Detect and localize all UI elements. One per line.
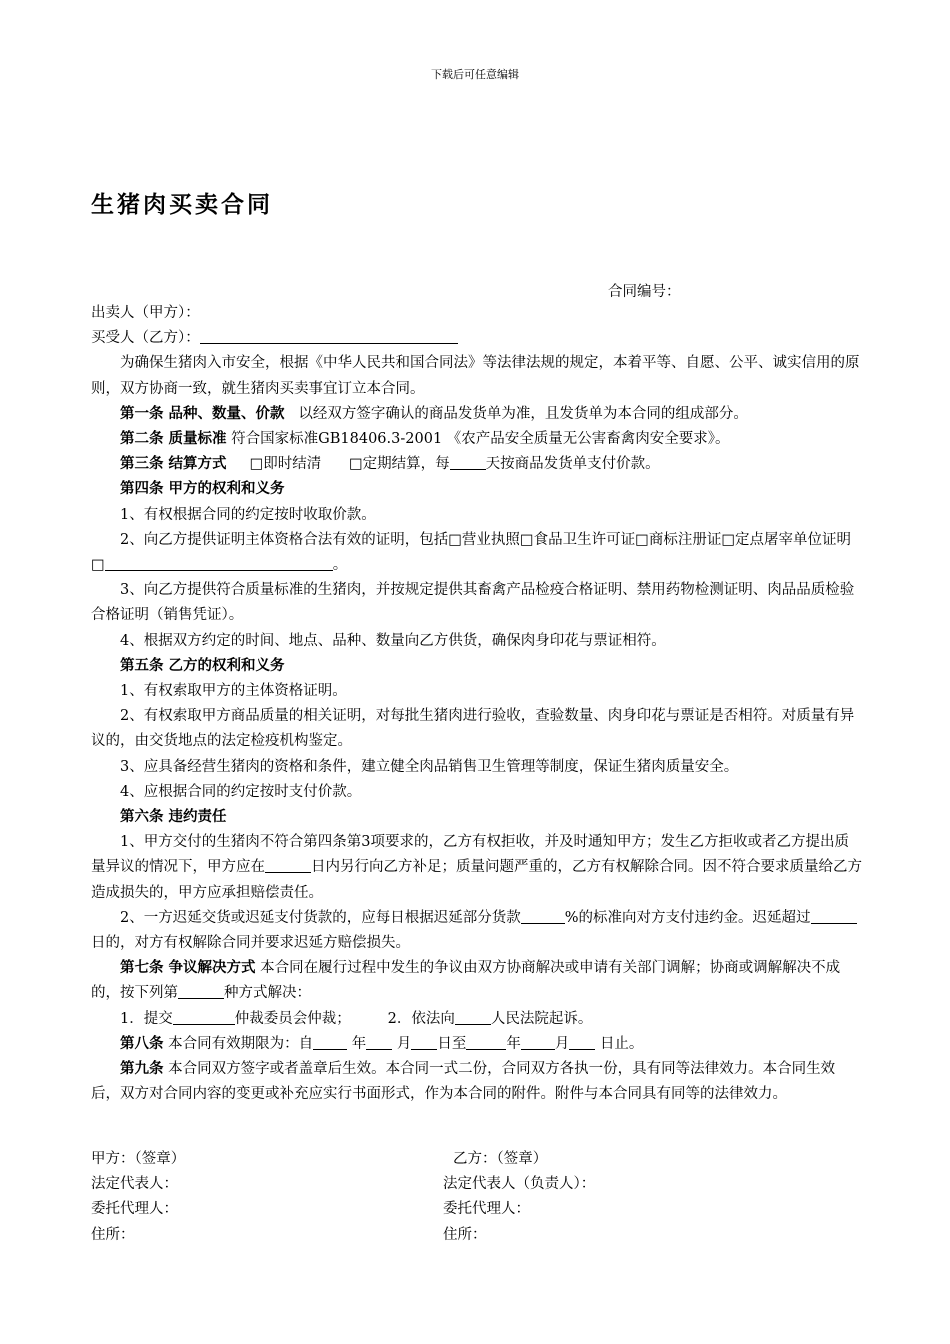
article-6-item-1 [91, 830, 863, 906]
article-7-text-b: 种方式解决： [224, 985, 311, 1002]
signature-row-party [91, 1147, 863, 1172]
contract-body [91, 301, 863, 1108]
article-6-item-2-text-b: %的标准向对方支付违约金。迟延超过 [564, 909, 811, 926]
start-day-blank[interactable] [411, 1034, 437, 1050]
article-8-end-year-label: 年 [506, 1035, 521, 1052]
arbitration-commission-blank[interactable] [173, 1009, 235, 1025]
contract-number-label: 合同编号： [608, 284, 681, 300]
option-arbitration-b: 仲裁委员会仲裁； [234, 1010, 351, 1027]
article-6-item-2-text-a: 2、一方迟延交货或迟延支付货款的，应每日根据迟延部分货款 [120, 909, 521, 926]
option-court-a: 2．依法向 [387, 1010, 455, 1027]
signature-row-agent [91, 1197, 863, 1222]
option-court-b: 人民法院起诉。 [490, 1010, 593, 1027]
article-2-text: 符合国家标准GB18406.3-2001 《农产品安全质量无公害畜禽肉安全要求》。 [231, 431, 730, 448]
article-5-item-1: 1、有权索取甲方的主体资格证明。 [120, 683, 347, 700]
article-5-heading: 第五条 乙方的权利和义务 [120, 657, 285, 674]
start-year-blank[interactable] [313, 1034, 347, 1050]
article-4-heading: 第四条 甲方的权利和义务 [120, 481, 285, 498]
court-name-blank[interactable] [455, 1009, 491, 1025]
article-3 [91, 452, 863, 477]
article-4-item-2-end: 。 [332, 557, 348, 574]
article-4-item-1: 1、有权根据合同的约定按时收取价款。 [120, 506, 376, 523]
article-7 [91, 956, 863, 1006]
article-9-text: 本合同双方签字或者盖章后生效。本合同一式二份，合同双方各执一份，具有同等法律效力。本合同生效后，双方对合同内容的变更或补充应实行书面形式，作为本合同的附件。附件与本合同具有同等的法律效力。 [91, 1061, 836, 1103]
article-1-text: 以经双方签字确认的商品发货单为准，且发货单为本合同的组成部分。 [298, 405, 748, 422]
article-8-heading: 第八条 [120, 1035, 164, 1052]
party-a-seal: 甲方：（签章） [91, 1151, 186, 1167]
article-5-item-3: 3、应具备经营生猪肉的资格和条件，建立健全肉品销售卫生管理等制度，保证生猪肉质量安全。 [120, 758, 739, 775]
article-7-heading: 第七条 争议解决方式 [120, 960, 256, 977]
buyer-line [91, 326, 863, 351]
end-year-blank[interactable] [466, 1034, 506, 1050]
seller-line [91, 301, 863, 326]
settlement-days-blank[interactable] [450, 454, 486, 470]
article-2 [91, 427, 863, 452]
buyer-blank[interactable] [200, 328, 458, 344]
article-8-day-to-label: 日至 [437, 1035, 467, 1052]
article-8 [91, 1032, 863, 1057]
intro-paragraph: 为确保生猪肉入市安全，根据《中华人民共和国合同法》等法律法规的规定，本着平等、自愿、公平、诚实信用的原则，双方协商一致，就生猪肉买卖事宜订立本合同。 [91, 355, 860, 397]
article-1 [91, 402, 863, 427]
start-month-blank[interactable] [366, 1034, 392, 1050]
checkbox-periodic[interactable]: □定期结算，每 [348, 456, 450, 473]
article-8-month-label: 月 [396, 1035, 412, 1052]
checkbox-immediate[interactable]: □即时结清 [249, 456, 322, 473]
article-6-item-2 [91, 906, 863, 956]
header-note: 下载后可任意编辑 [431, 68, 519, 81]
article-8-year-label: 年 [351, 1035, 367, 1052]
end-day-blank[interactable] [569, 1034, 595, 1050]
option-arbitration-a: 1．提交 [120, 1010, 173, 1027]
article-4-item-3: 3、向乙方提供符合质量标准的生猪肉，并按规定提供其畜禽产品检疫合格证明、禁用药物检测证明、肉品品质检验合格证明（销售凭证）。 [91, 582, 855, 624]
article-9-heading: 第九条 [120, 1061, 164, 1078]
article-8-end-label: 日止。 [599, 1035, 644, 1052]
signature-block [91, 1147, 863, 1248]
buyer-label: 买受人（乙方）： [91, 330, 200, 347]
party-a-address: 住所： [91, 1226, 135, 1243]
dispute-method-blank[interactable] [178, 983, 224, 999]
article-7-text-a: 本合同在履行过程中发生的争议由双方协商解决或申请有关部门调解；协商或调解解决不成的，按下列第 [91, 960, 841, 1002]
article-5-item-4: 4、应根据合同的约定按时支付价款。 [120, 783, 362, 800]
article-6-heading: 第六条 违约责任 [120, 809, 227, 826]
end-month-blank[interactable] [521, 1034, 555, 1050]
article-5-item-2: 2、有权索取甲方商品质量的相关证明，对每批生猪肉进行验收，查验数量、肉身印花与票证是否相符。对质量有异议的，由交货地点的法定检疫机构鉴定。 [91, 708, 855, 750]
article-3-heading: 第三条 结算方式 [120, 456, 227, 473]
article-4-item-4: 4、根据双方约定的时间、地点、品种、数量向乙方供货，确保肉身印花与票证相符。 [120, 632, 666, 649]
party-b-legal-rep: 法定代表人（负责人）： [443, 1176, 596, 1193]
article-4-item-2-text: 2、向乙方提供证明主体资格合法有效的证明，包括□营业执照□食品卫生许可证□商标注册证□定点屠宰单位证明□ [91, 531, 852, 574]
article-9 [91, 1057, 863, 1107]
other-certificate-blank[interactable] [105, 555, 333, 571]
article-8-text-1: 本合同有效期限为：自 [168, 1035, 314, 1052]
party-a-legal-rep: 法定代表人： [91, 1176, 178, 1193]
signature-row-address [91, 1223, 863, 1248]
delay-days-blank[interactable] [811, 908, 857, 924]
party-a-agent: 委托代理人： [91, 1201, 178, 1218]
article-8-end-month-label: 月 [554, 1035, 570, 1052]
article-4-item-2 [91, 528, 863, 578]
signature-row-rep [91, 1172, 863, 1197]
party-b-seal: 乙方：（签章） [453, 1151, 548, 1167]
article-2-heading: 第二条 质量标准 [120, 431, 227, 448]
party-b-address: 住所： [443, 1226, 487, 1243]
party-b-agent: 委托代理人： [443, 1201, 530, 1218]
penalty-rate-blank[interactable] [521, 908, 565, 924]
article-6-item-1-text-b: 日内另行向乙方补足；质量问题严重的，乙方有权解除合同。因不符合要求质量给乙方造成损失的，甲方应承担赔偿责任。 [91, 859, 862, 901]
article-6-item-2-text-c: 日的，对方有权解除合同并要求迟延方赔偿损失。 [91, 935, 410, 952]
article-6-item-1-text-a: 1、甲方交付的生猪肉不符合第四条第3项要求的，乙方有权拒收，并及时通知甲方；发生乙方拒收或者乙方提出质量异议的情况下，甲方应在 [91, 834, 849, 876]
article-7-options [91, 1007, 863, 1032]
article-1-heading: 第一条 品种、数量、价款 [120, 405, 285, 422]
article-3-text-end: 天按商品发货单支付价款。 [485, 456, 660, 473]
supplement-days-blank[interactable] [265, 857, 311, 873]
seller-label: 出卖人（甲方）： [91, 305, 200, 321]
page-title: 生猪肉买卖合同 [91, 192, 273, 218]
